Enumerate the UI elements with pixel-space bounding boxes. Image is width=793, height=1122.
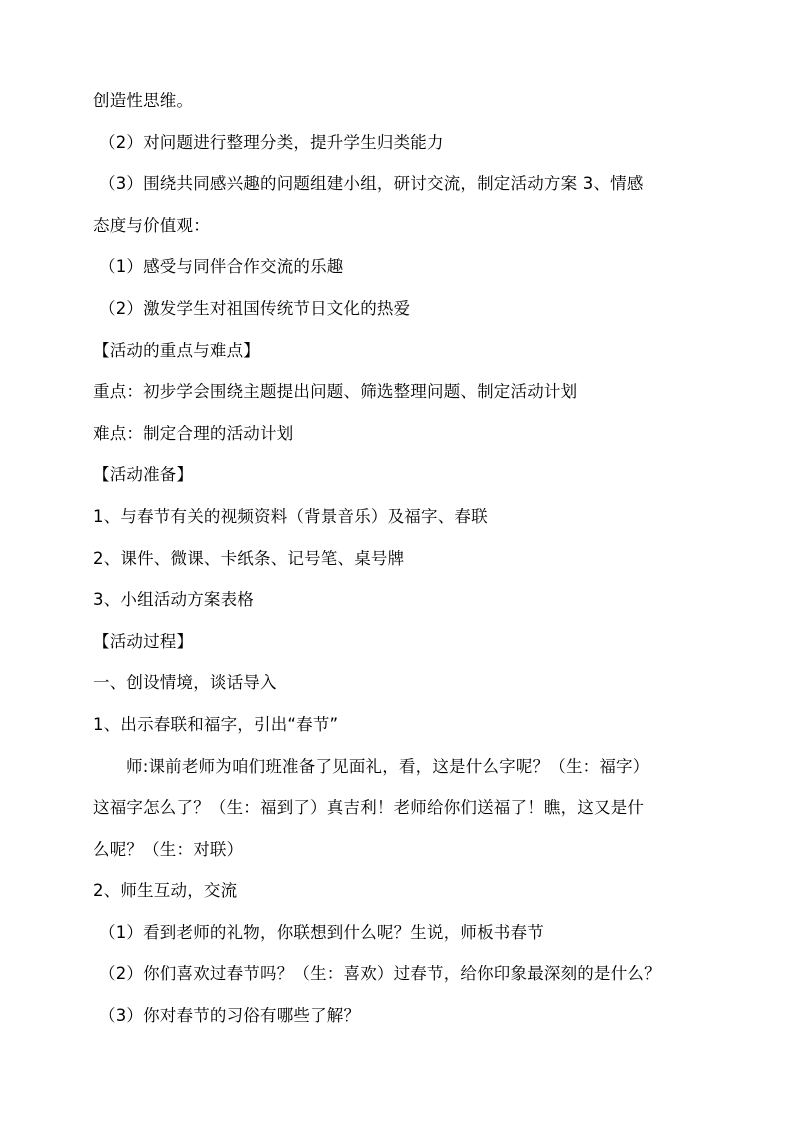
text-line: 3、小组活动方案表格 bbox=[93, 590, 254, 610]
text-line: 创造性思维。 bbox=[93, 91, 194, 110]
section-heading: 【活动过程】 bbox=[93, 631, 194, 651]
text-line: 1、出示春联和福字，引出“春节” bbox=[93, 714, 339, 734]
text-line: 1、与春节有关的视频资料（背景音乐）及福字、春联 bbox=[93, 506, 488, 526]
text-line: （1）看到老师的礼物，你联想到什么呢？生说，师板书春节 bbox=[99, 922, 544, 942]
text-line: 重点：初步学会围绕主题提出问题、筛选整理问题、制定活动计划 bbox=[93, 382, 578, 402]
section-heading: 【活动的重点与难点】 bbox=[93, 340, 260, 360]
text-line: （2）激发学生对祖国传统节日文化的热爱 bbox=[99, 298, 411, 318]
text-line: 难点：制定合理的活动计划 bbox=[93, 423, 294, 443]
text-line: （2）你们喜欢过春节吗？（生：喜欢）过春节，给你印象最深刻的是什么？ bbox=[99, 964, 661, 984]
text-line: 态度与价值观： bbox=[93, 215, 210, 235]
text-line: （2）对问题进行整理分类，提升学生归类能力 bbox=[99, 132, 444, 152]
section-heading: 【活动准备】 bbox=[93, 465, 194, 485]
text-line: （3）围绕共同感兴趣的问题组建小组，研讨交流，制定活动方案 3、情感 bbox=[99, 174, 644, 194]
text-line: 这福字怎么了？（生：福到了）真吉利！老师给你们送福了！瞧，这又是什 bbox=[93, 798, 645, 818]
text-line: （3）你对春节的习俗有哪些了解？ bbox=[99, 1006, 361, 1026]
document-body bbox=[93, 80, 718, 1037]
text-line: 么呢？（生：对联） bbox=[93, 839, 244, 859]
text-line: 师:课前老师为咱们班准备了见面礼，看，这是什么字呢？（生：福字） bbox=[126, 756, 650, 776]
text-line: （1）感受与同伴合作交流的乐趣 bbox=[99, 257, 344, 277]
text-line: 2、师生互动，交流 bbox=[93, 881, 238, 901]
text-line: 一、创设情境，谈话导入 bbox=[93, 673, 277, 693]
text-line: 2、课件、微课、卡纸条、记号笔、桌号牌 bbox=[93, 548, 405, 568]
